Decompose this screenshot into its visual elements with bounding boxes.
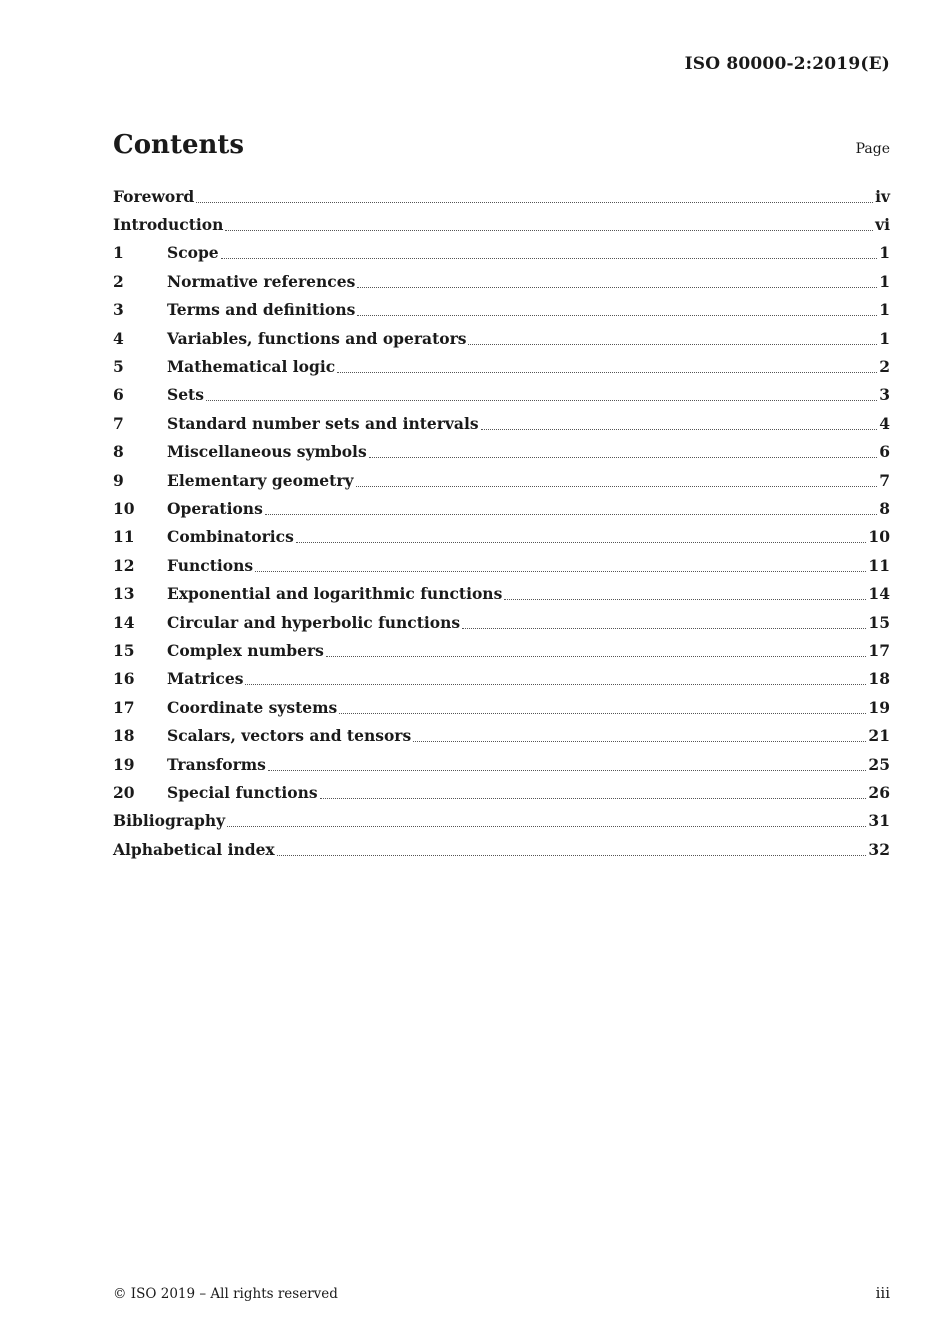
page-column-label: Page — [855, 141, 890, 157]
toc-entry-title[interactable]: Scalars, vectors and tensors — [167, 726, 412, 746]
toc-entry-page[interactable]: 1 — [879, 271, 890, 291]
toc-entry-page[interactable]: 4 — [879, 413, 890, 433]
toc-entry-page[interactable]: 1 — [879, 300, 890, 320]
toc-entry-number: 9 — [113, 470, 124, 490]
contents-title: Contents — [113, 130, 245, 160]
toc-entry[interactable] — [113, 721, 890, 749]
toc-entry[interactable] — [113, 494, 890, 522]
toc-entry-number: 13 — [113, 584, 135, 604]
toc-entry-page[interactable]: 25 — [868, 754, 890, 774]
toc-entry-title[interactable]: Coordinate systems — [167, 697, 338, 717]
toc-entry-page[interactable]: 18 — [868, 669, 890, 689]
toc-entry[interactable] — [113, 381, 890, 409]
toc-entry-title[interactable]: Matrices — [167, 669, 244, 689]
toc-entry-number: 7 — [113, 413, 124, 433]
toc-entry-page[interactable]: 2 — [879, 357, 890, 377]
toc-dot-leader — [296, 542, 867, 543]
toc-dot-leader — [255, 571, 866, 572]
toc-entry[interactable] — [113, 523, 890, 551]
toc-dot-leader — [227, 826, 866, 827]
toc-entry-title[interactable]: Elementary geometry — [167, 470, 354, 490]
toc-dot-leader — [357, 315, 877, 316]
toc-entry-title[interactable]: Normative references — [167, 271, 356, 291]
toc-entry-title[interactable]: Introduction — [113, 215, 224, 235]
toc-entry-number: 19 — [113, 754, 135, 774]
toc-entry-page[interactable]: 6 — [879, 442, 890, 462]
toc-entry[interactable] — [113, 608, 890, 636]
toc-entry-page[interactable]: 17 — [868, 640, 890, 660]
toc-dot-leader — [221, 258, 878, 259]
toc-entry-title[interactable]: Standard number sets and intervals — [167, 413, 479, 433]
toc-entry-title[interactable]: Miscellaneous symbols — [167, 442, 367, 462]
toc-entry-title[interactable]: Sets — [167, 385, 204, 405]
toc-entry-number: 11 — [113, 527, 135, 547]
toc-entry-number: 17 — [113, 697, 135, 717]
toc-entry-title[interactable]: Bibliography — [113, 811, 226, 831]
toc-entry[interactable] — [113, 267, 890, 295]
toc-entry-page[interactable]: vi — [875, 215, 890, 235]
toc-entry[interactable] — [113, 750, 890, 778]
toc-entry[interactable] — [113, 324, 890, 352]
toc-entry-title[interactable]: Terms and definitions — [167, 300, 356, 320]
toc-entry-page[interactable]: 14 — [868, 584, 890, 604]
toc-entry-page[interactable]: 10 — [868, 527, 890, 547]
toc-entry[interactable] — [113, 551, 890, 579]
toc-entry[interactable] — [113, 210, 890, 238]
toc-dot-leader — [196, 202, 873, 203]
toc-entry-number: 20 — [113, 782, 135, 802]
toc-entry-page[interactable]: 31 — [868, 811, 890, 831]
toc-entry[interactable] — [113, 807, 890, 835]
toc-entry-title[interactable]: Special functions — [167, 782, 318, 802]
toc-entry-page[interactable]: 19 — [868, 697, 890, 717]
toc-entry-number: 1 — [113, 243, 124, 263]
toc-entry[interactable] — [113, 352, 890, 380]
toc-entry-page[interactable]: 15 — [868, 612, 890, 632]
toc-entry-number: 15 — [113, 640, 135, 660]
toc-entry-page[interactable]: 7 — [879, 470, 890, 490]
toc-dot-leader — [369, 457, 878, 458]
document-id: ISO 80000-2:2019(E) — [684, 54, 890, 74]
toc-entry-title[interactable]: Transforms — [167, 754, 266, 774]
toc-entry-number: 2 — [113, 271, 124, 291]
toc-dot-leader — [320, 798, 867, 799]
toc-dot-leader — [245, 684, 866, 685]
toc-dot-leader — [356, 486, 878, 487]
toc-dot-leader — [468, 344, 877, 345]
toc-dot-leader — [277, 855, 867, 856]
toc-dot-leader — [504, 599, 866, 600]
toc-entry[interactable] — [113, 182, 890, 210]
toc-dot-leader — [268, 770, 867, 771]
toc-entry[interactable] — [113, 778, 890, 806]
toc-entry-title[interactable]: Foreword — [113, 186, 195, 206]
toc-dot-leader — [357, 287, 877, 288]
toc-entry-number: 4 — [113, 328, 124, 348]
toc-entry-number: 6 — [113, 385, 124, 405]
toc-entry-number: 10 — [113, 498, 135, 518]
toc-dot-leader — [206, 400, 877, 401]
toc-entry[interactable] — [113, 438, 890, 466]
toc-entry[interactable] — [113, 239, 890, 267]
toc-dot-leader — [337, 372, 877, 373]
toc-entry-page[interactable]: 1 — [879, 328, 890, 348]
toc-entry-page[interactable]: 32 — [868, 839, 890, 859]
toc-entry-title[interactable]: Functions — [167, 555, 254, 575]
toc-entry-number: 14 — [113, 612, 135, 632]
toc-entry-page[interactable]: 8 — [879, 498, 890, 518]
toc-entry-title[interactable]: Exponential and logarithmic functions — [167, 584, 503, 604]
toc-entry-number: 3 — [113, 300, 124, 320]
toc-entry[interactable] — [113, 466, 890, 494]
toc-entry-page[interactable]: 26 — [868, 782, 890, 802]
contents-header — [113, 130, 890, 160]
toc-entry-number: 5 — [113, 357, 124, 377]
toc-dot-leader — [481, 429, 878, 430]
toc-dot-leader — [225, 230, 873, 231]
toc-entry-number: 12 — [113, 555, 135, 575]
toc-entry[interactable] — [113, 835, 890, 863]
toc-dot-leader — [265, 514, 877, 515]
toc-entry-number: 16 — [113, 669, 135, 689]
toc-entry[interactable] — [113, 579, 890, 607]
toc-entry-title[interactable]: Complex numbers — [167, 640, 324, 660]
toc-dot-leader — [413, 741, 866, 742]
toc-entry-title[interactable]: Operations — [167, 498, 263, 518]
toc-entry[interactable] — [113, 296, 890, 324]
toc-entry-title[interactable]: Mathematical logic — [167, 357, 336, 377]
toc-entry-page[interactable]: iv — [875, 186, 890, 206]
toc-entry[interactable] — [113, 636, 890, 664]
page-number: iii — [875, 1284, 890, 1302]
toc-entry-number: 8 — [113, 442, 124, 462]
toc-entry-page[interactable]: 21 — [868, 726, 890, 746]
toc-entry-title[interactable]: Alphabetical index — [113, 839, 275, 859]
copyright-notice: © ISO 2019 – All rights reserved — [113, 1286, 338, 1302]
table-of-contents — [113, 182, 890, 863]
toc-entry-title[interactable]: Variables, functions and operators — [167, 328, 467, 348]
toc-entry[interactable] — [113, 665, 890, 693]
toc-entry-title[interactable]: Scope — [167, 243, 219, 263]
toc-dot-leader — [326, 656, 867, 657]
toc-entry[interactable] — [113, 409, 890, 437]
toc-entry[interactable] — [113, 693, 890, 721]
toc-entry-page[interactable]: 1 — [879, 243, 890, 263]
toc-entry-page[interactable]: 3 — [879, 385, 890, 405]
toc-dot-leader — [462, 628, 866, 629]
toc-entry-title[interactable]: Combinatorics — [167, 527, 294, 547]
toc-entry-number: 18 — [113, 726, 135, 746]
toc-entry-page[interactable]: 11 — [868, 555, 890, 575]
toc-entry-title[interactable]: Circular and hyperbolic functions — [167, 612, 461, 632]
toc-dot-leader — [339, 713, 866, 714]
